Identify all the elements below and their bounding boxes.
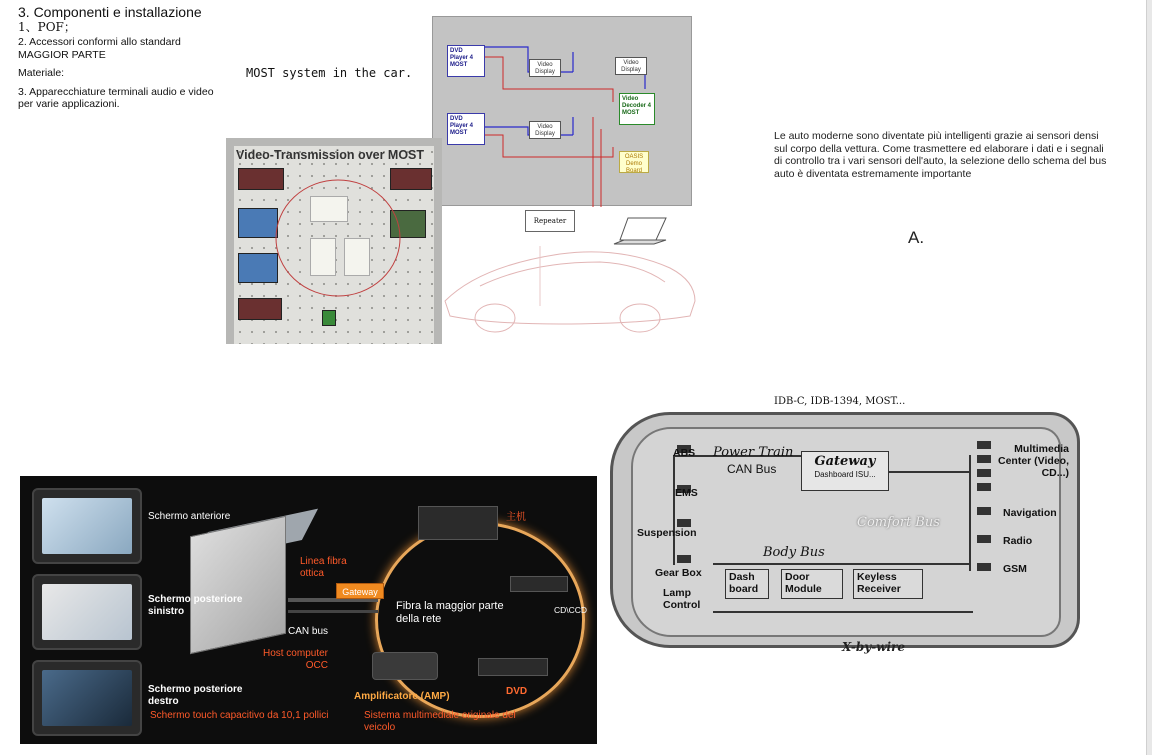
amplifier-label: Amplificatore (AMP) <box>354 691 450 702</box>
terminal-item: 3. Apparecchiature terminali audio e video per varie applicazioni. <box>18 85 214 110</box>
xbywire-line <box>713 611 973 613</box>
navigation-label: Navigation <box>1003 507 1057 519</box>
most-block-diagram <box>432 16 692 206</box>
video-display-box-1: Video Display <box>529 59 561 77</box>
vehicle-system-label: Sistema multimediale originale del veicolo <box>364 710 516 733</box>
body-bus-label: Body Bus <box>763 545 825 560</box>
node-gsm <box>977 563 991 571</box>
figure-label-a: A. <box>908 228 925 247</box>
dashboard-isu-label: Dashboard ISU... <box>814 470 876 479</box>
intro-paragraph: Le auto moderne sono diventate più intelligenti grazie ai sensori densi sul corpo della vettura. Come trasmettere ed elaborare i dati e i segnali di controllo tra i vari sensori dell'auto, la selezione dello schema del bus auto è diventata estremamente importante <box>774 130 1107 180</box>
pof-item: 1、POF； <box>18 20 76 34</box>
lamp-control-label: Lamp Control <box>663 587 701 611</box>
cd-changer-label: CD\CCD <box>554 605 588 615</box>
node-mm-3 <box>977 469 991 477</box>
host-computer-label: Host computer OCC <box>262 648 328 671</box>
left-text-block <box>18 4 228 111</box>
node-mm-2 <box>977 455 991 463</box>
dvd-unit <box>478 658 548 676</box>
node-mm-4 <box>977 483 991 491</box>
power-train-label: Power Train <box>713 445 794 460</box>
can-bus-label: CAN bus <box>288 626 329 637</box>
most-caption: MOST system in the car. <box>246 66 413 80</box>
gateway-title: Gateway <box>814 454 876 469</box>
video-transmission-photo <box>226 138 442 344</box>
host-unit-label: 主机 <box>506 512 526 523</box>
fiber-network-label: Fibra la maggior parte della rete <box>396 600 504 625</box>
host-unit <box>418 506 498 540</box>
rear-right-thumb <box>32 660 142 736</box>
occ-unit <box>190 516 286 654</box>
gateway-label: Gateway <box>336 583 384 599</box>
fiber-line-label: Linea fibra ottica <box>300 556 347 579</box>
video-display-box-3: Video Display <box>615 57 647 75</box>
gateway-card <box>801 451 889 491</box>
node-gearbox <box>677 555 691 563</box>
front-screen-thumb <box>32 488 142 564</box>
repeater-box: Repeater <box>525 210 575 232</box>
touch-screen-label: Schermo touch capacitivo da 10,1 pollici <box>150 710 329 721</box>
left-bus-vertical <box>673 455 675 565</box>
right-bus-vertical <box>969 455 971 571</box>
multimedia-label: Multimedia Center (Video, CD...) <box>998 443 1069 479</box>
dvd-player-box-1: DVD Player 4 MOST <box>447 45 485 77</box>
door-module-label: Door Module <box>785 571 822 595</box>
section-heading: 3. Componenti e installazione <box>18 4 202 20</box>
dash-board-label: Dash board <box>729 571 759 595</box>
dvd-player-box-2: DVD Player 4 MOST <box>447 113 485 145</box>
vertical-scrollbar[interactable] <box>1146 0 1152 755</box>
can-bus-label: CAN Bus <box>727 462 777 476</box>
ems-label: EMS <box>675 487 698 499</box>
node-navigation <box>977 507 991 515</box>
comfort-bus-top <box>889 471 969 473</box>
radio-label: Radio <box>1003 535 1033 547</box>
oasis-board-box: OASIS Demo Board <box>619 151 649 173</box>
board-fiber-loop <box>226 138 442 344</box>
body-bus-line <box>713 563 969 565</box>
dvd-label: DVD <box>506 686 528 697</box>
node-mm-1 <box>977 441 991 449</box>
suspension-label: Suspension <box>637 527 697 539</box>
laptop-icon <box>610 214 670 254</box>
gsm-label: GSM <box>1003 563 1027 575</box>
accessories-item: 2. Accessori conformi allo standard MAGGIOR PARTE <box>18 36 181 61</box>
keyless-label: Keyless Receiver <box>857 571 901 595</box>
rear-left-thumb <box>32 574 142 650</box>
node-radio <box>977 535 991 543</box>
material-label: Materiale: <box>18 67 65 79</box>
xbywire-label: X-by-wire <box>842 640 906 654</box>
rear-left-label: Schermo posteriore sinistro <box>148 594 243 617</box>
photo-board-title: Video-Transmission over MOST <box>236 148 425 162</box>
bus-caption: IDB-C, IDB-1394, MOST... <box>774 396 906 407</box>
can-cable <box>288 610 378 613</box>
front-screen-label: Schermo anteriore <box>148 511 231 522</box>
gear-box-label: Gear Box <box>655 567 702 579</box>
multimedia-system-photo <box>20 476 597 744</box>
abs-label: ABS <box>673 447 696 459</box>
video-decoder-box: Video Decoder 4 MOST <box>619 93 655 125</box>
car-bus-diagram <box>610 412 1080 648</box>
cd-changer <box>510 576 568 592</box>
amplifier-unit <box>372 652 438 680</box>
comfort-bus-label: Comfort Bus <box>857 515 940 530</box>
node-suspension <box>677 519 691 527</box>
video-display-box-2: Video Display <box>529 121 561 139</box>
rear-right-label: Schermo posteriore destro <box>148 684 243 707</box>
